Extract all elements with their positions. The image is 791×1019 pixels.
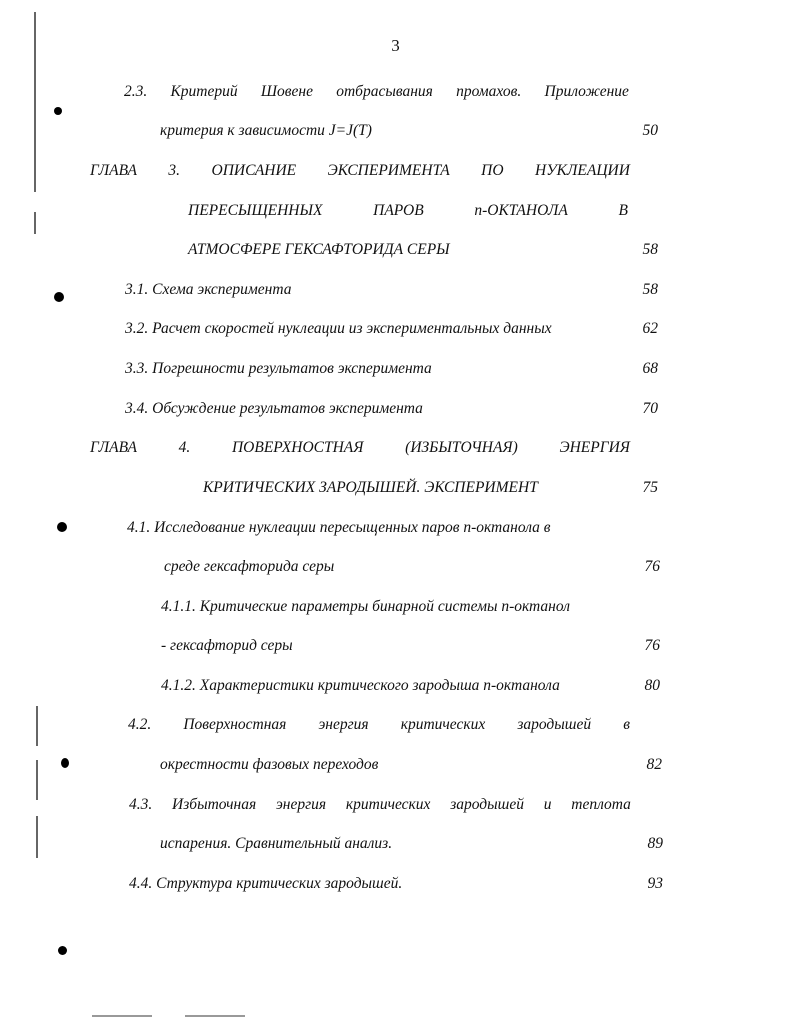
- toc-chapter-4: [90, 436, 630, 460]
- toc-page-number: 76: [644, 558, 660, 575]
- word: зародышей: [450, 796, 524, 813]
- word: 4.2.: [128, 716, 152, 733]
- toc-entry-4-1: [127, 516, 660, 540]
- toc-entry-text: - гексафторид серы: [161, 637, 293, 654]
- word: Критерий: [170, 83, 238, 100]
- bottom-edge-mark: [185, 1015, 245, 1017]
- word: ПАРОВ: [373, 202, 424, 219]
- toc-entry-text: АТМОСФЕРЕ ГЕКСАФТОРИДА СЕРЫ: [188, 241, 450, 258]
- toc-entry-text: испарения. Сравнительный анализ.: [160, 835, 393, 852]
- word: Поверхностная: [183, 716, 287, 733]
- toc-entry-text: 4.1. Исследование нуклеации пересыщенных паров n-октанола в: [127, 519, 551, 536]
- page-number: 3: [391, 36, 400, 55]
- word: и: [543, 796, 552, 813]
- word: энергия: [318, 716, 369, 733]
- toc-entry-4-4: [129, 872, 663, 896]
- toc-entry-3-3: [125, 357, 658, 381]
- toc-entry-text: 3.4. Обсуждение результатов эксперимента: [125, 400, 423, 417]
- word: ГЛАВА: [90, 162, 137, 179]
- toc-chapter-3-cont: [188, 199, 628, 223]
- word: 4.: [178, 439, 191, 456]
- toc-page-number: 62: [642, 320, 658, 337]
- toc-page-number: 58: [642, 241, 658, 258]
- word: отбрасывания: [336, 83, 433, 100]
- toc-entry-4-1-1-cont: [161, 634, 660, 658]
- margin-line: [36, 816, 38, 858]
- punch-hole-mark: [57, 522, 67, 532]
- word: в: [623, 716, 630, 733]
- toc-entry-4-1-cont: [164, 555, 660, 579]
- toc-page-number: 76: [644, 637, 660, 654]
- margin-line: [36, 706, 38, 746]
- toc-entry-2-3-cont: [160, 119, 658, 143]
- toc-entry-3-4: [125, 397, 658, 421]
- word: 3.: [168, 162, 181, 179]
- toc-entry-text: 3.1. Схема эксперимента: [125, 281, 292, 298]
- word: НУКЛЕАЦИИ: [535, 162, 630, 179]
- toc-entry-text: 4.1.1. Критические параметры бинарной системы n-октанол: [161, 598, 570, 615]
- toc-entry-4-2: [128, 713, 630, 737]
- word: критических: [400, 716, 486, 733]
- word: ОПИСАНИЕ: [211, 162, 297, 179]
- word: промахов.: [456, 83, 522, 100]
- toc-entry-4-1-1: [161, 595, 660, 619]
- toc-entry-4-1-2: [161, 674, 660, 698]
- toc-page-number: 80: [644, 677, 660, 694]
- toc-entry-text: 3.3. Погрешности результатов эксперимента: [125, 360, 432, 377]
- word: 2.3.: [124, 83, 148, 100]
- toc-entry-text: критерия к зависимости J=J(T): [160, 122, 372, 139]
- toc-entry-text: среде гексафторида серы: [164, 558, 335, 575]
- toc-page-number: 75: [642, 479, 658, 496]
- margin-line: [34, 212, 36, 234]
- toc-entry-4-3-cont: [160, 832, 663, 856]
- toc-entry-3-1: [125, 278, 658, 302]
- word: критических: [345, 796, 431, 813]
- punch-hole-mark: [54, 292, 64, 302]
- word: Приложение: [544, 83, 629, 100]
- margin-line: [36, 760, 38, 800]
- punch-hole-mark: [61, 758, 69, 768]
- word: ЭНЕРГИЯ: [559, 439, 630, 456]
- toc-entry-text: 4.4. Структура критических зародышей.: [129, 875, 403, 892]
- word: ПО: [481, 162, 504, 179]
- toc-page-number: 68: [642, 360, 658, 377]
- toc-page-number: 58: [642, 281, 658, 298]
- word: Шовене: [260, 83, 313, 100]
- word: Избыточная: [172, 796, 257, 813]
- toc-page-number: 82: [646, 756, 662, 773]
- toc-entry-text: 4.1.2. Характеристики критического зародыша n-октанола: [161, 677, 560, 694]
- punch-hole-mark: [54, 107, 62, 115]
- toc-page-number: 93: [647, 875, 663, 892]
- toc-page-number: 70: [642, 400, 658, 417]
- word: ЭКСПЕРИМЕНТА: [327, 162, 450, 179]
- toc-entry-2-3: [124, 80, 629, 104]
- word: ПЕРЕСЫЩЕННЫХ: [188, 202, 323, 219]
- word: (ИЗБЫТОЧНАЯ): [405, 439, 518, 456]
- word: n-ОКТАНОЛА: [474, 202, 568, 219]
- punch-hole-mark: [58, 946, 67, 955]
- toc-entry-3-2: [125, 317, 658, 341]
- toc-page-number: 50: [642, 122, 658, 139]
- toc-chapter-4-cont: [203, 476, 658, 500]
- toc-entry-text: 3.2. Расчет скоростей нуклеации из экспериментальных данных: [125, 320, 552, 337]
- word: теплота: [571, 796, 631, 813]
- word: В: [618, 202, 628, 219]
- word: ПОВЕРХНОСТНАЯ: [231, 439, 364, 456]
- toc-entry-text: окрестности фазовых переходов: [160, 756, 379, 773]
- toc-entry-text: КРИТИЧЕСКИХ ЗАРОДЫШЕЙ. ЭКСПЕРИМЕНТ: [203, 479, 538, 496]
- word: энергия: [275, 796, 327, 813]
- word: 4.3.: [129, 796, 153, 813]
- word: ГЛАВА: [90, 439, 137, 456]
- margin-line: [34, 12, 36, 192]
- toc-entry-4-2-cont: [160, 753, 662, 777]
- toc-entry-4-3: [129, 793, 631, 817]
- word: зародышей: [517, 716, 592, 733]
- toc-chapter-3-cont2: [188, 238, 658, 262]
- toc-chapter-3: [90, 159, 630, 183]
- toc-page-number: 89: [647, 835, 663, 852]
- bottom-edge-mark: [92, 1015, 152, 1017]
